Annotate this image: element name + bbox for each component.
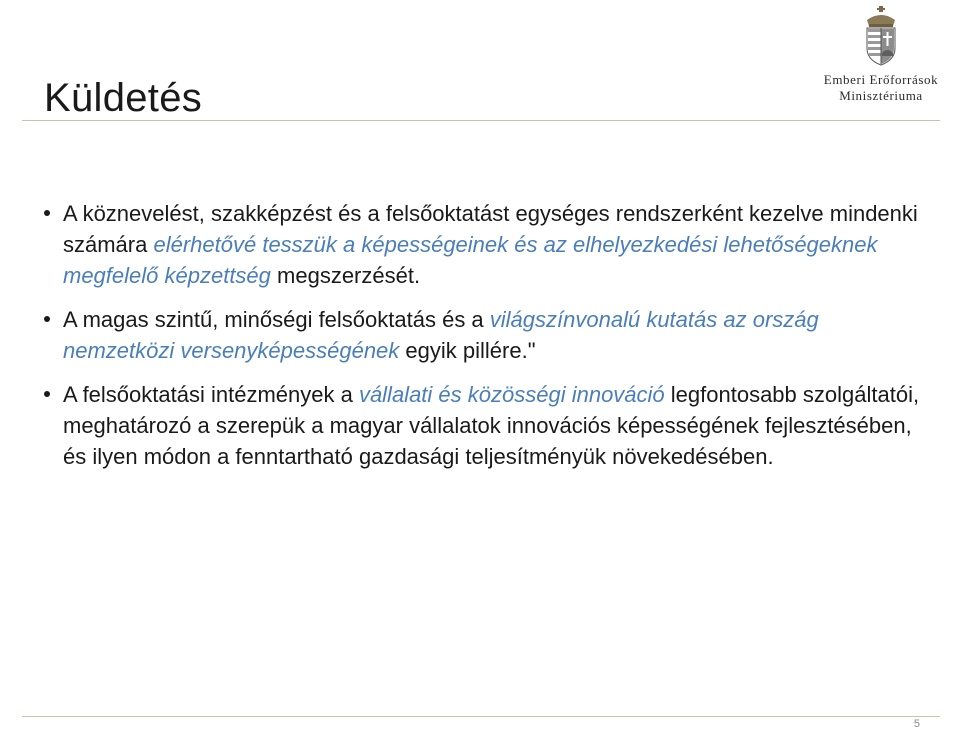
- page-number: 5: [913, 718, 920, 730]
- bullet-text: [63, 382, 919, 469]
- footer-divider: [22, 716, 940, 717]
- bullet-text-emphasis: elérhetővé tesszük a képességeinek és az elhelyezkedési lehetőségeknek megfelelő képzettség: [63, 232, 878, 288]
- logo-line-1: Emberi Erőforrások: [823, 72, 939, 87]
- title-divider: [22, 120, 940, 121]
- bullet-text-segment: legfontosabb szolgáltatói, meghatározó a szerepük a magyar vállalatok innovációs képességének fejlesztésében, és ilyen módon a fenntartható gazdasági teljesítményük növekedésében.: [63, 382, 920, 469]
- bullet-item: [44, 304, 924, 366]
- bullet-text-emphasis: vállalati és közösségi innováció: [358, 382, 665, 407]
- bullet-list: [44, 198, 924, 485]
- bullet-text-segment: egyik pillére.": [399, 338, 536, 363]
- bullet-dot-icon: [44, 210, 50, 216]
- bullet-item: [44, 198, 924, 291]
- ministry-logo: [808, 6, 954, 106]
- bullet-dot-icon: [44, 391, 50, 397]
- bullet-item: [44, 379, 924, 472]
- bullet-text-segment: A felsőoktatási intézmények a: [63, 382, 359, 407]
- hungarian-coat-of-arms-icon: [862, 6, 900, 66]
- bullet-text-segment: A magas szintű, minőségi felsőoktatás és a: [63, 307, 490, 332]
- bullet-text-emphasis: világszínvonalú kutatás az ország nemzetközi versenyképességének: [63, 307, 819, 363]
- bullet-text: [63, 307, 819, 363]
- bullet-text-segment: megszerzését.: [270, 263, 421, 288]
- bullet-text-segment: A köznevelést, szakképzést és a felsőoktatást egységes rendszerként kezelve mindenki számára: [63, 201, 918, 257]
- bullet-text: [63, 201, 918, 288]
- logo-line-2: Minisztériuma: [839, 88, 923, 103]
- slide-title: Küldetés: [44, 76, 203, 120]
- bullet-dot-icon: [44, 316, 50, 322]
